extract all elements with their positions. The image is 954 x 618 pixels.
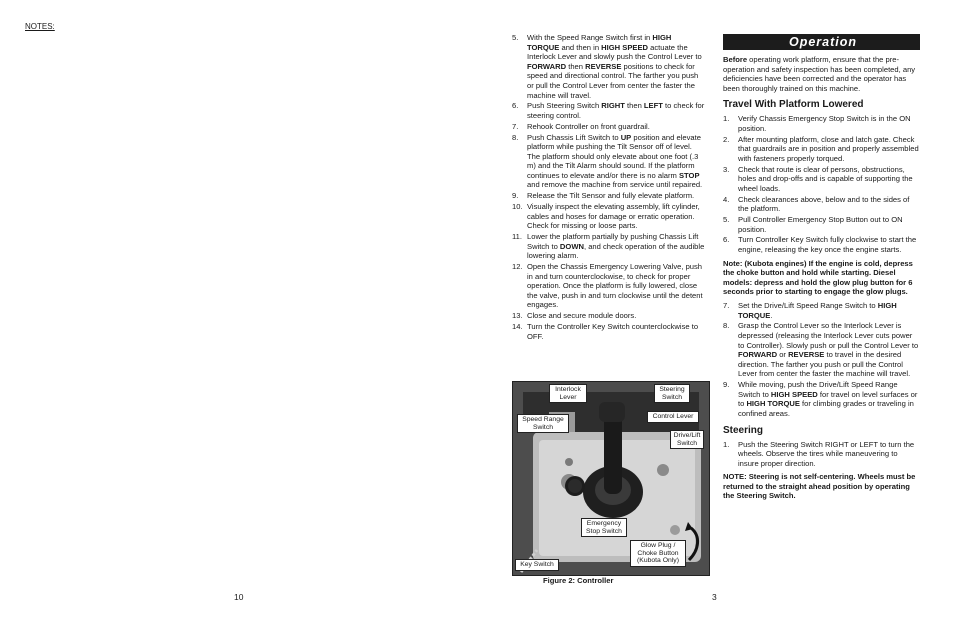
inspection-steps-list xyxy=(512,33,705,341)
steering-note: NOTE: Steering is not self-centering. Wheels must be returned to the straight ahead position by operating the Steering Switch. xyxy=(723,472,916,501)
steering-steps-list xyxy=(723,440,920,469)
list-item-number: 2. xyxy=(723,134,730,144)
callout-control-lever: Control Lever xyxy=(647,411,699,423)
callout-steering-switch: Steering Switch xyxy=(654,384,690,403)
list-item xyxy=(512,133,705,191)
list-item xyxy=(723,440,920,469)
list-item xyxy=(512,262,705,310)
list-item xyxy=(512,191,705,201)
section-banner-operation: Operation xyxy=(723,34,920,50)
list-item-text: Visually inspect the elevating assembly, lift cylinder, cables and hoses for damage or erratic operation. Check for missing or loose parts. xyxy=(527,202,700,231)
callout-drive-lift-switch: Drive/Lift Switch xyxy=(670,430,704,449)
intro-paragraph: Before operating work platform, ensure that the pre-operation and safety inspection has been completed, any deficiencies have been corrected and the operator has been thoroughly trained on this machine. xyxy=(723,55,916,93)
list-item-text: Turn Controller Key Switch fully clockwise to start the engine, releasing the key once the engine starts. xyxy=(738,235,917,255)
list-item xyxy=(723,321,920,379)
list-item-text: Push Chassis Lift Switch to UP position and elevate platform while pushing the Tilt Sensor off of level. The platform should only elevate about one foot (.3 m) and the Tilt Alarm should sound. If the platform continues to elevate and/or there is no alarm STOP and remove the machine from service until repaired. xyxy=(527,132,703,190)
list-item-number: 5. xyxy=(723,215,730,225)
callout-glow-plug-choke: Glow Plug / Choke Button (Kubota Only) xyxy=(630,540,686,567)
list-item-text: Push the Steering Switch RIGHT or LEFT to turn the wheels. Observe the tires while maneuvering to insure proper direction. xyxy=(738,439,915,468)
list-item-text: Release the Tilt Sensor and fully elevate platform. xyxy=(527,191,695,201)
list-item-number: 6. xyxy=(723,235,730,245)
travel-steps-list-continued xyxy=(723,301,920,419)
callout-emergency-stop-switch: Emergency Stop Switch xyxy=(581,518,627,537)
list-item xyxy=(512,202,705,231)
list-item-text: Set the Drive/Lift Speed Range Switch to HIGH TORQUE. xyxy=(738,301,897,320)
list-item-number: 10. xyxy=(512,202,523,212)
list-item-text: With the Speed Range Switch first in HIGH TORQUE and then in HIGH SPEED actuate the Interlock Lever and slowly push the Control Lever to FORWARD then REVERSE positions to check for speed and directional control. The farther you push or pull the Control Lever from center the faster the machine will travel. xyxy=(527,33,702,100)
list-item xyxy=(723,165,920,194)
list-item xyxy=(512,311,705,321)
list-item-number: 14. xyxy=(512,321,523,331)
figure-caption: Figure 2: Controller xyxy=(543,576,614,585)
heading-travel: Travel With Platform Lowered xyxy=(723,99,864,111)
list-item-number: 12. xyxy=(512,261,523,271)
controller-photo xyxy=(512,381,710,576)
list-item-number: 4. xyxy=(723,194,730,204)
list-item xyxy=(723,195,920,214)
list-item-text: Check that route is clear of persons, obstructions, holes and drop-offs and is capable of supporting the wheel loads. xyxy=(738,164,913,193)
list-item-number: 9. xyxy=(512,191,519,201)
list-item-number: 13. xyxy=(512,311,523,321)
list-item-text: Turn the Controller Key Switch counterclockwise to OFF. xyxy=(527,321,699,341)
kubota-note: Note: (Kubota engines) If the engine is cold, depress the choke button and hold while starting. Diesel models: depress and hold the glow plug button for 6 seconds prior to starting to engage the glow plugs. xyxy=(723,258,913,297)
list-item xyxy=(723,235,920,254)
list-item-text: Verify Chassis Emergency Stop Switch is in the ON position. xyxy=(738,114,911,133)
list-item xyxy=(512,322,705,341)
list-item-number: 7. xyxy=(512,121,519,131)
callout-speed-range-switch: Speed Range Switch xyxy=(517,414,569,433)
heading-steering: Steering xyxy=(723,424,764,436)
list-item-text: After mounting platform, close and latch gate. Check that guardrails are in position and properly assembled with fasteners properly torqued. xyxy=(738,134,919,163)
list-item-text: Check clearances above, below and to the sides of the platform. xyxy=(738,194,910,214)
callout-key-switch: Key Switch xyxy=(515,559,559,571)
operation-column xyxy=(723,34,920,505)
list-item-number: 11. xyxy=(512,232,522,241)
list-item-text: While moving, push the Drive/Lift Speed Range Switch to HIGH SPEED for travel on level surfaces or to HIGH TORQUE for climbing grades or traveling in confined areas. xyxy=(738,380,918,418)
list-item xyxy=(723,135,920,164)
list-item xyxy=(723,380,920,418)
list-item-text: Grasp the Control Lever so the Interlock Lever is depressed (releasing the Interlock Lever cuts power to Controller). Slowly push or pull the Control Lever to FORWARD or REVERSE to travel in the desired direction. The farther you push or pull the Control Lever from center the faster the machine will travel. xyxy=(738,321,919,379)
travel-steps-list xyxy=(723,114,920,254)
list-item xyxy=(512,122,705,132)
list-item-number: 5. xyxy=(512,33,519,42)
list-item xyxy=(512,33,705,100)
list-item xyxy=(512,232,705,261)
page-number-left: 10 xyxy=(234,592,244,602)
list-item-text: Rehook Controller on front guardrail. xyxy=(527,121,650,131)
list-item xyxy=(723,301,920,320)
list-item-number: 8. xyxy=(512,132,519,142)
list-item-number: 9. xyxy=(723,380,730,390)
list-item-number: 1. xyxy=(723,114,730,124)
list-item-number: 8. xyxy=(723,321,730,331)
list-item-number: 3. xyxy=(723,164,730,174)
inspection-steps-column xyxy=(512,33,705,342)
list-item-text: Pull Controller Emergency Stop Button out to ON position. xyxy=(738,215,903,234)
list-item-number: 7. xyxy=(723,301,730,310)
list-item xyxy=(512,101,705,120)
list-item-text: Lower the platform partially by pushing Chassis Lift Switch to DOWN, and check operation of the audible lowering alarm. xyxy=(527,232,705,261)
list-item-text: Open the Chassis Emergency Lowering Valve, push in and turn counterclockwise, to check for proper operation. Once the platform is fully lowered, close the valve, push in and turn clockwise until the detent engages. xyxy=(527,261,703,310)
list-item-number: 1. xyxy=(723,439,730,449)
list-item xyxy=(723,215,920,234)
list-item-text: Close and secure module doors. xyxy=(527,311,637,321)
list-item-number: 6. xyxy=(512,101,519,111)
list-item-text: Push Steering Switch RIGHT then LEFT to check for steering control. xyxy=(527,101,705,120)
list-item xyxy=(723,114,920,133)
page-number-right: 3 xyxy=(712,592,717,602)
notes-label: NOTES: xyxy=(25,22,55,31)
callout-interlock-lever: Interlock Lever xyxy=(549,384,587,403)
